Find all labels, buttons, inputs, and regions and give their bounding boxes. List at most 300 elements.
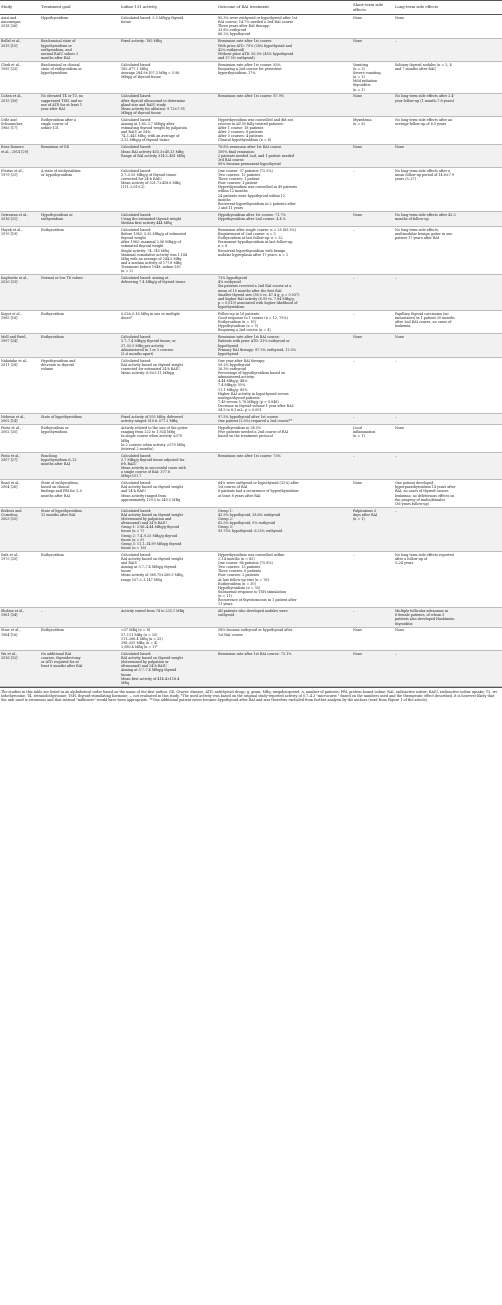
cell-treatment-goal bbox=[40, 480, 120, 508]
cell-line: Starr et al., bbox=[1, 628, 21, 633]
cell-line: Single activity: 74–740 MBq bbox=[121, 248, 169, 253]
cell-line: Rivkees and bbox=[1, 508, 22, 513]
cell-study bbox=[0, 15, 40, 38]
cell-line: 3rd RAI course bbox=[218, 157, 244, 162]
cell-line: At last follow-up visit (n = 76): bbox=[218, 577, 270, 582]
cell-iodine-activity bbox=[120, 61, 217, 93]
cell-line: None bbox=[353, 481, 363, 486]
cell-treatment-goal bbox=[40, 452, 120, 480]
cell-line: 7.49 versus 5.78 MBq/g (p = 0.048) bbox=[218, 399, 279, 404]
cell-long-term-effects bbox=[394, 61, 502, 93]
cell-line: volume bbox=[41, 366, 54, 371]
cell-line: Papillary thyroid carcinoma (no bbox=[395, 311, 449, 316]
cell-line: None bbox=[353, 39, 363, 44]
cell-line: – bbox=[353, 453, 355, 458]
cell-line: Calculated based: bbox=[121, 94, 152, 99]
cell-line: Requiring a 2nd course for persistent bbox=[218, 66, 282, 71]
cell-line: 2004 [26] bbox=[1, 485, 18, 490]
cell-line: Calculated based: bbox=[121, 481, 152, 486]
cell-line: Calculated based: bbox=[121, 227, 152, 232]
cell-line: activity ranged 510.6–577.2 MBq bbox=[121, 419, 178, 424]
cell-line: Mean activity in successful cases with bbox=[121, 466, 186, 471]
cell-line: Hypothyroidism after 2nd course: 4.4 % bbox=[218, 216, 286, 221]
cell-long-term-effects bbox=[394, 211, 502, 226]
cell-line: – bbox=[395, 508, 397, 513]
cell-line: Cohen et al., bbox=[1, 94, 23, 99]
cell-outcome bbox=[217, 334, 352, 357]
cell-study bbox=[0, 357, 40, 413]
cell-line: tissue bbox=[121, 569, 131, 574]
cell-line: Follow-up in 16 patients: bbox=[218, 311, 261, 316]
cell-line: Three courses: 6 patients bbox=[218, 569, 262, 574]
table-row bbox=[0, 227, 502, 275]
cell-treatment-goal bbox=[40, 167, 120, 211]
cell-line: 37–55.5 MBq per activity bbox=[121, 343, 164, 348]
cell-line: 2 and 11 years bbox=[218, 205, 244, 210]
table-row bbox=[0, 551, 502, 607]
table-row bbox=[0, 311, 502, 334]
cell-line: Hyperthyroidism was controlled in 49 patients bbox=[218, 185, 298, 190]
cell-line: Hypothyroidism or bbox=[41, 212, 73, 217]
cell-treatment-goal bbox=[40, 551, 120, 607]
cell-line: – bbox=[395, 39, 397, 44]
cell-line: decrease in thyroid bbox=[41, 362, 74, 367]
cell-line: state of euthyroidism or bbox=[41, 66, 82, 71]
cell-line: Aiming at 1.85–3.7 MBq/g after bbox=[121, 121, 175, 126]
cell-short-term-effects bbox=[352, 61, 394, 93]
cell-line: None bbox=[353, 651, 363, 656]
header-row bbox=[0, 1, 502, 15]
cell-line: Group 1: 2.96–4.44 MBq/g thyroid bbox=[121, 525, 180, 530]
cell-line: 3.7–5.55 MBq/g of thyroid tissue bbox=[121, 172, 177, 177]
cell-iodine-activity bbox=[120, 275, 217, 311]
cell-line: With prior ATD: 70% (28% hypothyroid and bbox=[218, 43, 292, 48]
cell-line: – bbox=[353, 227, 355, 232]
cell-long-term-effects bbox=[394, 357, 502, 413]
table-row bbox=[0, 651, 502, 687]
cell-line: gland size and RAIU study bbox=[121, 102, 166, 107]
cell-line: tissue bbox=[121, 672, 131, 677]
cell-line: 12 months after RAI bbox=[41, 512, 76, 517]
cell-iodine-activity bbox=[120, 414, 217, 425]
cell-outcome bbox=[217, 211, 352, 226]
cell-iodine-activity bbox=[120, 93, 217, 116]
cell-line: 3.7–7.4 MBq/g thyroid tissue; or bbox=[121, 339, 176, 344]
table-row bbox=[0, 507, 502, 551]
cell-study bbox=[0, 334, 40, 357]
cell-line: months bbox=[218, 197, 231, 202]
cell-line: Pinto et al., bbox=[1, 453, 21, 458]
cell-line: 111–266.4 MBq (n = 25) bbox=[121, 636, 163, 641]
cell-long-term-effects bbox=[394, 651, 502, 687]
cell-line: Euthyroidism bbox=[41, 552, 64, 557]
cell-line: 2018 [36] bbox=[1, 24, 18, 29]
cell-line: tissue (n = 16) bbox=[121, 545, 146, 550]
table-row bbox=[0, 334, 502, 357]
cell-line: Mild radiation bbox=[353, 79, 378, 84]
cell-line: Euthyroidism bbox=[41, 227, 64, 232]
cell-line: 1964 [16] bbox=[1, 632, 18, 637]
cell-study bbox=[0, 275, 40, 311]
cell-line: hypothyroid bbox=[218, 343, 239, 348]
cell-line: Remission after single course: n = 25 (83.3%) bbox=[218, 227, 297, 232]
cell-line: RAI activity based on thyroid weight bbox=[121, 656, 183, 661]
cell-line: Three courses: 1 patient bbox=[218, 177, 260, 182]
cell-treatment-goal bbox=[40, 61, 120, 93]
cell-line: None bbox=[395, 145, 405, 150]
cell-line: Before 1962: 5.92 MBq/g of estimated bbox=[121, 232, 186, 237]
cell-line: leukemia bbox=[395, 324, 411, 329]
cell-iodine-activity bbox=[120, 311, 217, 334]
cell-line: 1965 [18] bbox=[1, 316, 18, 321]
cell-line: within 12 months bbox=[218, 189, 248, 194]
cell-line: 73% hypothyroid bbox=[218, 276, 247, 281]
cell-line: suppressed TSH, and no bbox=[41, 98, 83, 103]
cell-line: nodular hyperplasia after 17 years: n = 1 bbox=[218, 252, 289, 257]
cell-outcome bbox=[217, 452, 352, 480]
cell-line: RAI activity based on thyroid weight bbox=[121, 512, 183, 517]
cell-line: Calculated based: bbox=[121, 335, 152, 340]
cell-line: Higher RAI activity in hypothyroid versus bbox=[218, 391, 289, 396]
cell-long-term-effects bbox=[394, 452, 502, 480]
cell-line: 2002 [35] bbox=[1, 430, 18, 435]
cell-line: iodine-131 bbox=[41, 126, 59, 131]
cell-long-term-effects bbox=[394, 227, 502, 275]
cell-line: Aiming at 3.7–7.4 MBq/g thyroid bbox=[121, 565, 177, 570]
cell-line: – bbox=[395, 651, 397, 656]
cell-line: range 107.3–1,147 MBq bbox=[121, 577, 162, 582]
cell-line: None bbox=[353, 628, 363, 633]
cell-line: One year after RAI therapy: bbox=[218, 358, 266, 363]
cell-line: n = 8 bbox=[218, 244, 228, 249]
cell-line: – bbox=[353, 276, 355, 281]
cell-outcome bbox=[217, 38, 352, 61]
cell-line: – bbox=[353, 358, 355, 363]
cell-line: euthyroid bbox=[218, 613, 235, 618]
cell-line: (n = 2) bbox=[121, 269, 133, 274]
cell-line: Hyperthyroidism was controlled within bbox=[218, 552, 285, 557]
cell-line: Hypothyroidism after 1st course: 71.7% bbox=[218, 212, 286, 217]
cell-line: thyroiditis bbox=[395, 621, 413, 626]
cell-study bbox=[0, 414, 40, 425]
cell-line: 2016 [31] bbox=[1, 216, 18, 221]
cell-line: Maximal cumulative activity was 1,184 bbox=[121, 252, 188, 257]
cell-line: One patient developed bbox=[395, 481, 434, 486]
cell-line: use of ATD for at least 1 bbox=[41, 102, 83, 107]
cell-short-term-effects bbox=[352, 627, 394, 650]
cell-line: State of hypothyroidism bbox=[41, 508, 82, 513]
cell-line: 24 patients were hypothyroid within 12 bbox=[218, 193, 286, 198]
cell-line: None bbox=[395, 426, 405, 431]
cell-line: 1979 [21] bbox=[1, 172, 18, 177]
cell-line: multinodular benign goiter in one bbox=[395, 232, 453, 237]
cell-line: Reaching bbox=[41, 453, 57, 458]
cell-line: No long-term side effects after a bbox=[395, 168, 451, 173]
cell-long-term-effects bbox=[394, 551, 502, 607]
cell-line: Six patients received a 2nd RAI course at a bbox=[218, 284, 292, 289]
cell-line: 93.75% hypothyroid, 6.25% euthyroid bbox=[218, 529, 283, 534]
cell-line: 62.5% hypothyroid, 0% euthyroid bbox=[218, 521, 275, 526]
cell-line: Recurrent hyperthyroidism with benign bbox=[218, 248, 286, 253]
cell-line: In 2 courses when activity >370 MBq bbox=[121, 442, 185, 447]
cell-line: Recurrent hyperthyroidism in 2 patients after bbox=[218, 201, 296, 206]
cell-line: and 24-h RAIU bbox=[121, 489, 147, 494]
cell-line: mean follow-up period of 14.6±7.9 bbox=[395, 172, 454, 177]
cell-line: 1997 [24] bbox=[1, 339, 18, 344]
cell-line: Remission rate after 1st RAI course: 73.1% bbox=[218, 651, 292, 656]
cell-line: hypothyroidism or bbox=[41, 43, 73, 48]
cell-line: Peeta et al., bbox=[1, 426, 22, 431]
cell-study bbox=[0, 311, 40, 334]
cell-line: 90% became permanent hypothyroid bbox=[218, 161, 281, 166]
cell-line: Calculated based: aiming at bbox=[121, 276, 169, 281]
cell-iodine-activity bbox=[120, 227, 217, 275]
cell-treatment-goal bbox=[40, 275, 120, 311]
cell-long-term-effects bbox=[394, 167, 502, 211]
cell-line: 11 years bbox=[218, 602, 233, 607]
cell-line: hyperparathyroidism 14 years after bbox=[395, 485, 456, 490]
cell-iodine-activity bbox=[120, 627, 217, 650]
cell-line: RAI activity based on thyroid weight bbox=[121, 556, 183, 561]
cell-line: (n = 1) bbox=[353, 434, 365, 439]
cell-line: years (5–27) bbox=[395, 177, 416, 182]
cell-line: Euthyroidism (n = 30) bbox=[218, 581, 256, 586]
cell-study bbox=[0, 452, 40, 480]
cell-line: Euthyroidism at last follow-up: n = 22 bbox=[218, 236, 283, 241]
cell-treatment-goal bbox=[40, 357, 120, 413]
cell-line: 78.6% remission after 1st RAI course bbox=[218, 145, 282, 150]
cell-line: – bbox=[353, 609, 355, 614]
cell-line: None bbox=[395, 15, 405, 20]
cell-line: 6-h RAIU bbox=[121, 461, 137, 466]
cell-long-term-effects bbox=[394, 144, 502, 167]
cell-line: (n = 1) bbox=[353, 75, 365, 80]
cell-line: None bbox=[353, 94, 363, 99]
cell-line: After 1962: maximal 2.96 MBq/g of bbox=[121, 240, 181, 245]
cell-line: et al., 2014 [29] bbox=[1, 149, 29, 154]
cell-line: Remission rate after 1st course: bbox=[218, 39, 273, 44]
cell-line: Cornelius, bbox=[1, 512, 19, 517]
cell-line: average follow-up of 6.5 years bbox=[395, 121, 447, 126]
cell-line: 1970 [19] bbox=[1, 232, 18, 237]
cell-line: After 1 course: 18 patients bbox=[218, 126, 264, 131]
cell-study bbox=[0, 551, 40, 607]
cell-line: Requirement of 2nd course: n = 5 bbox=[218, 232, 276, 237]
cell-line: Primary RAI therapy: 87.5% euthyroid, 12.5% bbox=[218, 347, 297, 352]
cell-line: 58% became euthyroid or hypothyroid after bbox=[218, 628, 293, 633]
cell-line: State of euthyroidism, bbox=[41, 481, 79, 486]
cell-line: Crile and bbox=[1, 117, 17, 122]
cell-line: Remission rate after 1st course: 87.9% bbox=[218, 94, 285, 99]
cell-line: No long-term side effects after 42.5 bbox=[395, 212, 456, 217]
cell-line: Local bbox=[353, 426, 363, 431]
cell-outcome bbox=[217, 116, 352, 144]
cell-line: 6 female patients, of whom 5 bbox=[395, 613, 445, 618]
cell-short-term-effects bbox=[352, 357, 394, 413]
cell-line: 1965 [17] bbox=[1, 126, 18, 131]
cell-line: thyroid weight bbox=[121, 236, 146, 241]
cell-line: year follow-up (1 month–7.8 years) bbox=[395, 98, 455, 103]
cell-line: Calculated based: 5.5 MBq/g thyroid bbox=[121, 15, 184, 20]
cell-line: Mean activity of 360.75±260.5 MBq, bbox=[121, 573, 184, 578]
header-iodine-activity: Iodine-131 activity bbox=[120, 1, 217, 15]
cell-line: Myxedema bbox=[353, 117, 372, 122]
cell-line: MBq with an average of 244.2 MBq bbox=[121, 256, 182, 261]
cell-line: Amouzegar, bbox=[1, 20, 21, 25]
cell-line: Mean first activity of 414.4±118.4 bbox=[121, 676, 180, 681]
cell-line: MBq bbox=[121, 680, 130, 685]
cell-line: Patients with prior ATD: 53% euthyroid or bbox=[218, 339, 290, 344]
cell-line: based on clinical bbox=[41, 485, 70, 490]
table-header bbox=[0, 1, 502, 15]
cell-line: One course: 66 patients (75.8%) bbox=[218, 561, 273, 566]
cell-iodine-activity bbox=[120, 357, 217, 413]
cell-line: the progeny of males/females bbox=[395, 497, 446, 502]
cell-line: Solitary thyroid nodules (n = 2; 4 bbox=[395, 62, 452, 67]
cell-line: No long-term side effects reported bbox=[395, 552, 454, 557]
cell-line: corrected for estimated 24-h RAIU bbox=[121, 366, 180, 371]
cell-study bbox=[0, 651, 40, 687]
cell-line: Hypothyroidism and bbox=[41, 358, 76, 363]
cell-short-term-effects bbox=[352, 311, 394, 334]
cell-line: None bbox=[353, 335, 363, 340]
table-footnote: The studies in this table are listed in an alphabetical order based on the name of the first author. GD, Graves' disease; ATD, antithyroid drugs; g, gram; MBq, megabecquerel; n, number of patients; PBI, protein bound iodine; RAI, radioactive iodine; RAIU, radioactive iodine uptake; T3, tri-iodothyronine; T4, tetraiodothyronine; TSH, thyroid-stimulating hormone; –, not evaluated in this study. *The used activity was based on the original study-reported activity of 0.7–4.3 "microcurie." Based on the numbers used and the therapeutic effect described, it is however likely that the unit used is erroneous and that instead "millicurie" would have been appropriate. **One additional patient never became hypothyroid after RAI and was therefore excluded from further analysis by the authors (read from Figure 1 of the article). bbox=[0, 687, 502, 703]
cell-line: Two courses: 12 patients bbox=[218, 172, 261, 177]
cell-line: hypothyroid bbox=[218, 351, 239, 356]
table-row bbox=[0, 116, 502, 144]
cell-long-term-effects bbox=[394, 311, 502, 334]
cell-outcome bbox=[217, 414, 352, 425]
cell-line: MBq/g of thyroid tissue bbox=[121, 110, 161, 115]
cell-outcome bbox=[217, 144, 352, 167]
cell-line: Mean RAI activity 403.3±40.33 MBq bbox=[121, 149, 184, 154]
cell-line: Clinical hypothyroidism (n = 6) bbox=[218, 138, 272, 143]
cell-line: after a follow-up of bbox=[395, 556, 428, 561]
cell-line: least 6 months after RAI bbox=[41, 664, 83, 669]
cell-line: Kaplowitz et al., bbox=[1, 276, 29, 281]
cell-line: Administered in 1 or 2 courses bbox=[121, 347, 174, 352]
cell-line: Mean activity ranged from bbox=[121, 493, 167, 498]
cell-line: Enes Romero bbox=[1, 145, 24, 150]
cell-line: 16.3% euthyroid bbox=[218, 366, 247, 371]
cell-line: 37–111 MBq (n = 25) bbox=[121, 632, 158, 637]
cell-line: No long-term side effects; bbox=[395, 227, 440, 232]
cell-line: 4% euthyroid bbox=[218, 280, 241, 285]
table-row bbox=[0, 452, 502, 480]
cell-long-term-effects bbox=[394, 414, 502, 425]
cell-short-term-effects bbox=[352, 551, 394, 607]
table-row bbox=[0, 15, 502, 38]
cell-line: Without prior ATD: 82.5% (45% hypothyroid bbox=[218, 51, 294, 56]
cell-line: 5–24 years bbox=[395, 561, 414, 566]
cell-line: – bbox=[395, 358, 397, 363]
cell-line: (interval 2 months) bbox=[121, 446, 154, 451]
cell-line: – bbox=[353, 311, 355, 316]
cell-line: Remission rate after 1st course: 73% bbox=[218, 453, 281, 458]
cell-line: Remission of GD bbox=[41, 145, 70, 150]
cell-long-term-effects bbox=[394, 15, 502, 38]
cell-line: 34.5 to 8.3 mL; p < 0.001 bbox=[218, 408, 262, 413]
cell-line: 2003 [25] bbox=[1, 517, 18, 522]
cell-line: and 37.5% euthyroid) bbox=[218, 55, 255, 60]
cell-treatment-goal bbox=[40, 334, 120, 357]
cell-line: Euthyroidism after a bbox=[41, 117, 77, 122]
cell-line: hypothyroidism 6–12 bbox=[41, 457, 77, 462]
cell-line: Moll and Patel, bbox=[1, 335, 27, 340]
cell-line: Treatment before 1948: iodine-130 bbox=[121, 265, 181, 270]
cell-line: 85.3% were euthyroid or hypothyroid after 1st bbox=[218, 15, 298, 20]
cell-line: 1,080.4 MBq (n = 1)* bbox=[121, 644, 158, 649]
cell-study bbox=[0, 144, 40, 167]
cell-line: hyperthyroidism: 17% bbox=[218, 71, 256, 76]
header-long-term-effects: Long-term side effects bbox=[394, 1, 502, 15]
cell-short-term-effects bbox=[352, 275, 394, 311]
cell-line: Severe vomiting bbox=[353, 71, 381, 76]
cell-line: (determined by palpation or bbox=[121, 660, 169, 665]
cell-line: Good response to 1 course (n = 12; 75%) bbox=[218, 316, 288, 321]
cell-long-term-effects bbox=[394, 507, 502, 551]
cell-line: 185–677.1 MBq bbox=[121, 66, 148, 71]
cell-short-term-effects bbox=[352, 608, 394, 627]
cell-line: Three years after RAI therapy: bbox=[218, 24, 270, 29]
cell-line: – bbox=[353, 168, 355, 173]
cell-line: None bbox=[353, 212, 363, 217]
cell-line: Five patients needed a 2nd course of RAI bbox=[218, 430, 289, 435]
cell-line: Percentage of hypothyroidism based on bbox=[218, 371, 286, 376]
cell-line: months of follow-up bbox=[395, 216, 429, 221]
cell-line: 0.026–0.16 MBq in one or multiple bbox=[121, 311, 181, 316]
cell-line: None bbox=[353, 145, 363, 150]
cell-short-term-effects bbox=[352, 414, 394, 425]
cell-line: Group 3: 11.1–14.99 MBq/g thyroid bbox=[121, 541, 182, 546]
cell-long-term-effects bbox=[394, 334, 502, 357]
cell-line: No long-term side effects after an bbox=[395, 117, 453, 122]
cell-outcome bbox=[217, 357, 352, 413]
cell-line: Hypothyroidism (n = 35) bbox=[218, 585, 261, 590]
cell-line: estimated thyroid weight bbox=[121, 244, 164, 249]
cell-long-term-effects bbox=[394, 93, 502, 116]
cell-line: Euthyroidism (n = 10) bbox=[218, 320, 256, 325]
cell-short-term-effects bbox=[352, 93, 394, 116]
cell-study bbox=[0, 608, 40, 627]
cell-line: hypothyroidism bbox=[218, 305, 245, 310]
cell-line: 2016 [32] bbox=[1, 656, 18, 661]
cell-line: 7.4 MBq/g: 55% bbox=[218, 383, 246, 388]
cell-line: Hypothyroidism bbox=[41, 15, 69, 20]
cell-study bbox=[0, 227, 40, 275]
cell-study bbox=[0, 167, 40, 211]
cell-line: metastases) in 1 patient 20 months bbox=[395, 316, 455, 321]
cell-study bbox=[0, 480, 40, 508]
cell-line: Activity varied from 74 to 233.1 MBq bbox=[121, 609, 185, 614]
cell-line: 2015 [30] bbox=[1, 98, 18, 103]
cell-line: Group 1: bbox=[218, 508, 233, 513]
cell-line: Range of RAI activity 314.5–481 MBq bbox=[121, 153, 185, 158]
header-outcome: Outcome of RAI treatment bbox=[217, 1, 352, 15]
cell-line: Group 3: bbox=[218, 525, 233, 530]
cell-line: Aiming at 3.7–7.4 MBq/g thyroid bbox=[121, 668, 177, 673]
cell-treatment-goal bbox=[40, 227, 120, 275]
cell-line: 2 patients needed 2nd, and 1 patient needed bbox=[218, 153, 294, 158]
cell-line: Mean activity: 6.8±3.11 MBq/g bbox=[121, 371, 175, 376]
cell-line: approximately 129.5 to 240.5 MBq bbox=[121, 497, 181, 502]
cell-line: 3.52 MBq/g of thyroid tissue bbox=[121, 138, 170, 143]
cell-line: None bbox=[395, 628, 405, 633]
cell-line: MBq/g of thyroid tissue bbox=[121, 75, 161, 80]
cell-line: No elevated T4 or T3, no bbox=[41, 94, 84, 99]
cell-study bbox=[0, 211, 40, 226]
cell-line: 64% were euthyroid or hypothyroid (32%) after bbox=[218, 481, 299, 486]
